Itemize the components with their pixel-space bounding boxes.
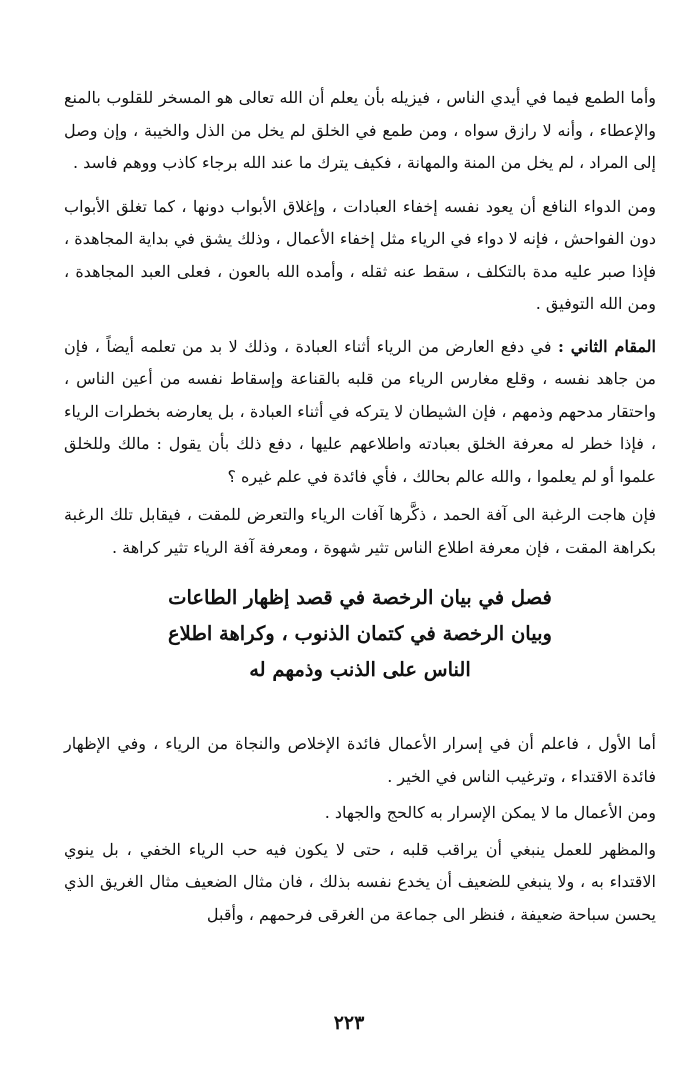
- paragraph-second-station: [64, 331, 656, 494]
- page-content: [64, 82, 656, 931]
- second-station-text: في دفع العارض من الرياء أثناء العبادة ، وذلك لا بد من تعلمه أيضاً ، فإن من جاهد نفسه ، وقلع مغارس الرياء من قلبه بالقناعة وإسقاط نفسه من أعين الناس ، واحتقار مدحهم وذمهم ، فإن الشيطان لا يتركه في أثناء العبادة ، بل يعارضه بخطرات الرياء ، فإذا خطر له معرفة الخلق بعبادته واطلاعهم عليها ، دفع ذلك بأن يقول : مالك وللخلق علموا أو لم يعلموا ، والله عالم بحالك ، فأي فائدة في علم غيره ؟: [64, 336, 656, 486]
- paragraph-desire: فإن هاجت الرغبة الى آفة الحمد ، ذكَّرها آفات الرياء والتعرض للمقت ، فيقابل تلك الرغبة بكراهة المقت ، فإن معرفة اطلاع الناس تثير شهوة ، ومعرفة آفة الرياء تثير كراهة .: [64, 505, 656, 557]
- paragraph-displayer: والمظهر للعمل ينبغي أن يراقب قلبه ، حتى لا يكون فيه حب الرياء الخفي ، بل ينوي الاقتداء به ، ولا ينبغي للضعيف أن يخدع نفسه بذلك ، فان مثال الضعيف مثال الغريق الذي يحسن سباحة ضعيفة ، فنظر الى جماعة من الغرقى فرحمهم ، وأقبل: [64, 839, 656, 924]
- heading-line-1: فصل في بيان الرخصة في قصد إظهار الطاعات: [168, 586, 552, 609]
- heading-line-3: الناس على الذنب وذمهم له: [249, 658, 471, 681]
- section-heading: [64, 580, 656, 688]
- paragraph-hajj: ومن الأعمال ما لا يمكن الإسرار به كالحج والجهاد .: [324, 803, 656, 822]
- page-number: ٢٢٣: [333, 1012, 365, 1034]
- paragraph-first: أما الأول ، فاعلم أن في إسرار الأعمال فائدة الإخلاص والنجاة من الرياء ، وفي الإظهار فائدة الاقتداء ، وترغيب الناس في الخير .: [64, 734, 656, 786]
- paragraph-greed: وأما الطمع فيما في أيدي الناس ، فيزيله بأن يعلم أن الله تعالى هو المسخر للقلوب بالمنع والإعطاء ، وأنه لا رازق سواه ، ومن طمع في الخلق لم يخل من الذل والخيبة ، وإن وصل إلى المراد ، لم يخل من المنة والمهانة ، فكيف يترك ما عند الله برجاء كاذب ووهم فاسد .: [64, 88, 656, 172]
- second-station-label: المقام الثاني :: [557, 336, 656, 356]
- heading-line-2: وبيان الرخصة في كتمان الذنوب ، وكراهة اطلاع: [168, 622, 552, 645]
- paragraph-remedy: ومن الدواء النافع أن يعود نفسه إخفاء العبادات ، وإغلاق الأبواب دونها ، كما تغلق الأبواب دون الفواحش ، فإنه لا دواء في الرياء مثل إخفاء الأعمال ، وذلك يشق في بداية المجاهدة ، فإذا صبر عليه مدة بالتكلف ، سقط عنه ثقله ، وأمده الله بالعون ، فعلى العبد المجاهدة ، ومن الله التوفيق .: [64, 196, 657, 313]
